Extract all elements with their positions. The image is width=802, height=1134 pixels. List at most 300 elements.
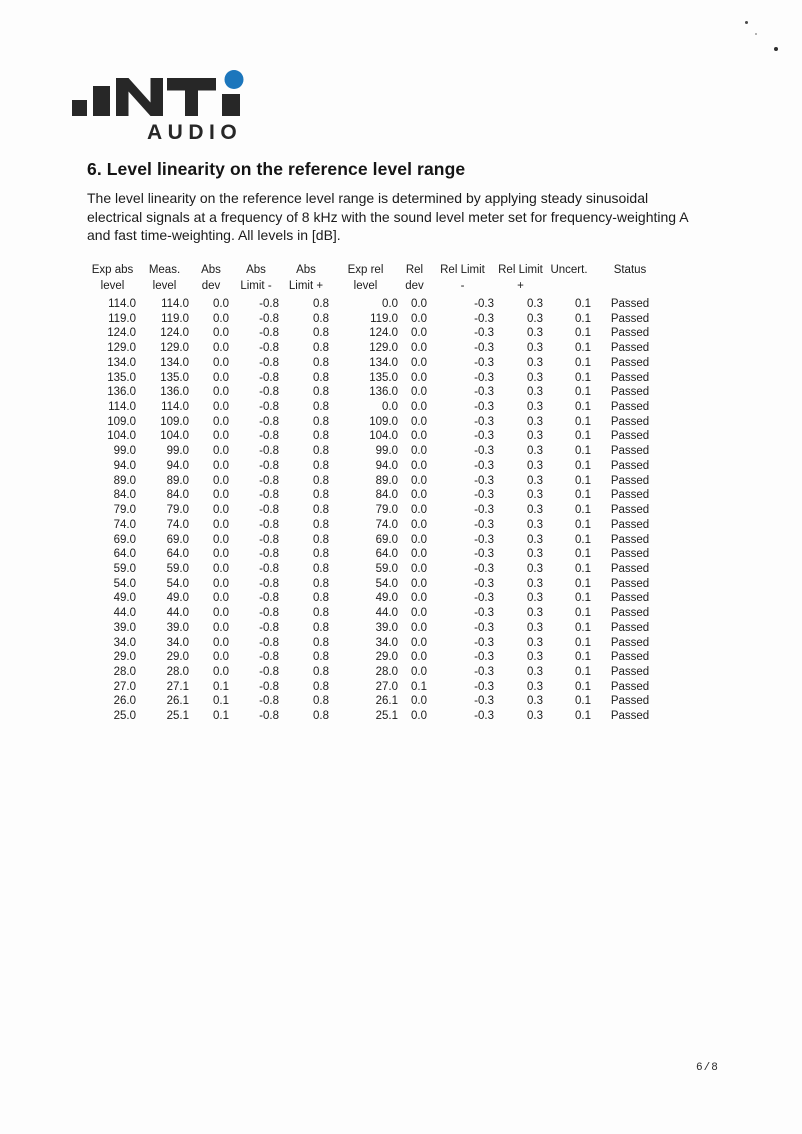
- status-cell: Passed: [610, 415, 650, 428]
- status-cell: Passed: [610, 342, 650, 355]
- table-cell: 0.3: [527, 430, 543, 443]
- table-cell: 0.8: [313, 621, 329, 634]
- table-cell: 136.0: [107, 386, 136, 399]
- table-row: [87, 621, 667, 636]
- table-cell: 34.0: [113, 636, 136, 649]
- table-cell: 0.3: [527, 356, 543, 369]
- table-cell: 114.0: [161, 298, 189, 310]
- table-row: [87, 650, 667, 665]
- table-cell: -0.3: [474, 474, 494, 487]
- table-cell: 39.0: [113, 621, 136, 634]
- table-cell: 0.0: [213, 533, 229, 546]
- status-cell: Passed: [610, 695, 650, 708]
- table-cell: -0.8: [259, 562, 279, 575]
- table-cell: 0.1: [575, 430, 591, 443]
- table-cell: 0.3: [527, 386, 543, 399]
- table-cell: -0.8: [259, 401, 279, 414]
- table-cell: 0.0: [213, 636, 229, 649]
- table-cell: 0.0: [213, 298, 229, 310]
- table-cell: 0.3: [527, 636, 543, 649]
- table-cell: 0.1: [575, 710, 591, 723]
- table-cell: 89.0: [166, 474, 189, 487]
- table-cell: 104.0: [369, 430, 398, 443]
- table-row: [87, 474, 667, 489]
- logo-letter-i-stem: [222, 94, 240, 116]
- table-cell: 0.1: [575, 312, 591, 325]
- table-cell: 94.0: [113, 459, 136, 472]
- paragraph-line: and fast time-weighting. All levels in [dB].: [87, 227, 341, 244]
- table-cell: 0.8: [313, 680, 329, 693]
- status-cell: Passed: [610, 489, 650, 502]
- logo-letter-n: [116, 78, 163, 116]
- col-header-rel-limit-minus: Rel Limit -: [440, 264, 485, 292]
- table-cell: 59.0: [375, 562, 398, 575]
- table-row: [87, 518, 667, 533]
- table-cell: 109.0: [369, 415, 398, 428]
- status-cell: Passed: [610, 665, 650, 678]
- table-cell: 0.0: [411, 445, 427, 458]
- table-cell: -0.8: [259, 342, 279, 355]
- table-cell: 44.0: [375, 607, 398, 620]
- table-cell: 0.1: [575, 636, 591, 649]
- table-cell: 0.0: [213, 562, 229, 575]
- table-cell: 94.0: [375, 459, 398, 472]
- table-cell: 0.3: [527, 371, 543, 384]
- table-cell: 27.1: [166, 680, 189, 693]
- table-cell: -0.8: [259, 665, 279, 678]
- table-cell: 28.0: [166, 665, 189, 678]
- table-cell: 0.1: [575, 548, 591, 561]
- table-cell: 74.0: [375, 518, 398, 531]
- table-cell: 26.0: [113, 695, 136, 708]
- table-cell: 64.0: [166, 548, 189, 561]
- paragraph-line: The level linearity on the reference level range is determined by applying steady sinusoidal: [87, 190, 649, 206]
- table-cell: 64.0: [113, 548, 136, 561]
- status-cell: Passed: [610, 474, 650, 487]
- table-cell: 74.0: [166, 518, 189, 531]
- table-cell: -0.8: [259, 607, 279, 620]
- table-cell: 0.0: [411, 710, 427, 723]
- table-cell: 119.0: [370, 312, 398, 325]
- table-cell: 0.0: [411, 695, 427, 708]
- table-row: [87, 341, 667, 356]
- table-cell: -0.8: [259, 680, 279, 693]
- table-cell: 26.1: [166, 695, 189, 708]
- table-cell: 0.0: [411, 577, 427, 590]
- table-cell: 0.3: [527, 445, 543, 458]
- table-cell: 0.3: [527, 474, 543, 487]
- table-cell: 0.8: [313, 386, 329, 399]
- table-cell: 0.8: [313, 577, 329, 590]
- table-cell: 119.0: [108, 312, 136, 325]
- table-cell: 0.0: [411, 665, 427, 678]
- table-cell: 0.0: [382, 401, 398, 414]
- table-cell: 59.0: [113, 562, 136, 575]
- table-cell: -0.3: [474, 695, 494, 708]
- status-cell: Passed: [610, 607, 650, 620]
- table-cell: 34.0: [166, 636, 189, 649]
- table-cell: 0.8: [313, 651, 329, 664]
- table-cell: 54.0: [166, 577, 189, 590]
- table-cell: 136.0: [160, 386, 189, 399]
- table-cell: -0.8: [259, 651, 279, 664]
- col-header-rel-limit-plus: Rel Limit +: [498, 264, 543, 292]
- table-cell: 0.0: [213, 445, 229, 458]
- table-cell: 0.1: [575, 356, 591, 369]
- table-row: [87, 577, 667, 592]
- table-cell: -0.8: [259, 415, 279, 428]
- table-row: [87, 547, 667, 562]
- table-cell: 89.0: [375, 474, 398, 487]
- table-cell: 0.3: [527, 548, 543, 561]
- table-cell: 0.3: [527, 710, 543, 723]
- table-row: [87, 709, 667, 724]
- table-cell: 74.0: [113, 518, 136, 531]
- table-cell: 0.0: [213, 401, 229, 414]
- table-cell: 0.8: [313, 592, 329, 605]
- table-cell: 0.0: [411, 518, 427, 531]
- table-cell: -0.3: [474, 665, 494, 678]
- status-cell: Passed: [610, 592, 650, 605]
- table-cell: 27.0: [113, 680, 136, 693]
- table-cell: 0.1: [575, 562, 591, 575]
- table-cell: 44.0: [113, 607, 136, 620]
- table-cell: 0.8: [313, 533, 329, 546]
- table-cell: 135.0: [160, 371, 189, 384]
- table-cell: 0.0: [213, 518, 229, 531]
- table-cell: 0.0: [411, 489, 427, 502]
- table-cell: 25.0: [113, 710, 136, 723]
- table-cell: -0.3: [474, 356, 494, 369]
- table-cell: 0.3: [527, 342, 543, 355]
- table-cell: 99.0: [375, 445, 398, 458]
- table-cell: 109.0: [160, 415, 189, 428]
- table-cell: 0.1: [575, 680, 591, 693]
- table-row: [87, 444, 667, 459]
- status-cell: Passed: [610, 651, 650, 664]
- table-cell: 0.3: [527, 489, 543, 502]
- table-cell: 34.0: [375, 636, 398, 649]
- table-cell: 0.8: [313, 371, 329, 384]
- scan-speck: [755, 33, 757, 35]
- table-cell: -0.3: [474, 592, 494, 605]
- table-cell: 0.1: [575, 577, 591, 590]
- table-row: [87, 459, 667, 474]
- table-cell: 0.1: [575, 504, 591, 517]
- table-cell: 0.1: [575, 518, 591, 531]
- status-cell: Passed: [610, 386, 650, 399]
- table-cell: 104.0: [160, 430, 189, 443]
- table-row: [87, 694, 667, 709]
- table-cell: 0.8: [313, 430, 329, 443]
- table-cell: 0.0: [213, 651, 229, 664]
- status-cell: Passed: [610, 548, 650, 561]
- table-cell: 0.1: [575, 651, 591, 664]
- table-cell: 134.0: [107, 356, 136, 369]
- table-cell: 94.0: [166, 459, 189, 472]
- table-cell: 89.0: [113, 474, 136, 487]
- status-cell: Passed: [610, 533, 650, 546]
- table-cell: 69.0: [166, 533, 189, 546]
- table-cell: 0.0: [213, 459, 229, 472]
- table-cell: 0.1: [575, 386, 591, 399]
- table-cell: 0.8: [313, 415, 329, 428]
- table-cell: -0.8: [259, 327, 279, 340]
- status-cell: Passed: [610, 621, 650, 634]
- table-cell: -0.3: [474, 401, 494, 414]
- table-cell: 0.8: [313, 548, 329, 561]
- table-cell: 0.3: [527, 680, 543, 693]
- table-cell: 69.0: [113, 533, 136, 546]
- table-cell: 0.8: [313, 636, 329, 649]
- table-cell: 0.1: [575, 592, 591, 605]
- table-cell: 0.3: [527, 607, 543, 620]
- table-cell: 99.0: [166, 445, 189, 458]
- table-cell: -0.3: [474, 504, 494, 517]
- table-cell: 114.0: [108, 401, 136, 414]
- table-cell: -0.3: [474, 312, 494, 325]
- table-cell: 0.3: [527, 651, 543, 664]
- table-cell: 25.1: [166, 710, 189, 723]
- table-cell: 0.8: [313, 504, 329, 517]
- table-cell: 0.0: [411, 636, 427, 649]
- status-cell: Passed: [610, 636, 650, 649]
- table-cell: 0.1: [575, 415, 591, 428]
- table-cell: 69.0: [375, 533, 398, 546]
- table-cell: 0.8: [313, 327, 329, 340]
- status-cell: Passed: [610, 445, 650, 458]
- table-cell: 0.0: [411, 474, 427, 487]
- table-cell: 99.0: [113, 445, 136, 458]
- table-cell: 49.0: [375, 592, 398, 605]
- table-cell: 0.8: [313, 562, 329, 575]
- table-cell: 39.0: [166, 621, 189, 634]
- table-cell: 0.0: [213, 548, 229, 561]
- table-cell: 0.3: [527, 695, 543, 708]
- table-cell: -0.3: [474, 607, 494, 620]
- table-cell: -0.3: [474, 577, 494, 590]
- table-cell: -0.3: [474, 562, 494, 575]
- table-cell: 0.3: [527, 621, 543, 634]
- table-cell: 0.1: [575, 371, 591, 384]
- table-row: [87, 400, 667, 415]
- table-cell: -0.3: [474, 680, 494, 693]
- status-cell: Passed: [610, 577, 650, 590]
- table-cell: 0.1: [575, 665, 591, 678]
- table-cell: -0.3: [474, 386, 494, 399]
- table-row: [87, 429, 667, 444]
- table-cell: 0.8: [313, 489, 329, 502]
- table-cell: 114.0: [161, 401, 189, 414]
- table-cell: -0.8: [259, 518, 279, 531]
- table-cell: 124.0: [160, 327, 189, 340]
- table-cell: -0.8: [259, 371, 279, 384]
- table-cell: -0.3: [474, 489, 494, 502]
- table-cell: 79.0: [166, 504, 189, 517]
- table-cell: 0.8: [313, 665, 329, 678]
- table-cell: 0.1: [575, 445, 591, 458]
- status-cell: Passed: [610, 518, 650, 531]
- table-cell: -0.8: [259, 386, 279, 399]
- table-cell: 0.0: [213, 504, 229, 517]
- table-row: [87, 562, 667, 577]
- table-cell: 134.0: [160, 356, 189, 369]
- table-cell: 0.0: [213, 474, 229, 487]
- table-cell: 0.0: [411, 459, 427, 472]
- logo-letter-t: [167, 78, 216, 116]
- nti-audio-logo: [68, 64, 253, 149]
- table-row: [87, 312, 667, 327]
- status-cell: Passed: [610, 371, 650, 384]
- table-cell: 59.0: [166, 562, 189, 575]
- table-cell: -0.3: [474, 621, 494, 634]
- table-cell: 0.1: [575, 474, 591, 487]
- table-cell: 0.1: [213, 680, 229, 693]
- status-cell: Passed: [610, 430, 650, 443]
- table-cell: 0.8: [313, 695, 329, 708]
- table-cell: 0.0: [411, 415, 427, 428]
- table-cell: 0.0: [411, 298, 427, 310]
- table-cell: 0.0: [411, 327, 427, 340]
- table-cell: 0.0: [411, 401, 427, 414]
- table-cell: 0.0: [213, 607, 229, 620]
- table-cell: 0.3: [527, 327, 543, 340]
- table-cell: 0.1: [575, 695, 591, 708]
- table-cell: 135.0: [369, 371, 398, 384]
- table-cell: 29.0: [166, 651, 189, 664]
- table-cell: 0.0: [411, 651, 427, 664]
- table-cell: 29.0: [113, 651, 136, 664]
- table-cell: 49.0: [166, 592, 189, 605]
- table-cell: 0.3: [527, 665, 543, 678]
- table-cell: 84.0: [166, 489, 189, 502]
- table-cell: 0.3: [527, 562, 543, 575]
- table-cell: 79.0: [375, 504, 398, 517]
- table-cell: -0.8: [259, 548, 279, 561]
- table-cell: -0.8: [259, 577, 279, 590]
- status-cell: Passed: [610, 298, 650, 310]
- logo-bar-tall: [93, 86, 110, 116]
- table-cell: -0.8: [259, 636, 279, 649]
- table-cell: 0.1: [575, 342, 591, 355]
- table-cell: -0.3: [474, 533, 494, 546]
- table-cell: 0.0: [213, 592, 229, 605]
- table-cell: 0.0: [411, 356, 427, 369]
- table-row: [87, 503, 667, 518]
- table-cell: 0.8: [313, 459, 329, 472]
- table-cell: 0.1: [575, 327, 591, 340]
- table-cell: -0.3: [474, 459, 494, 472]
- table-cell: 0.0: [213, 430, 229, 443]
- table-cell: 0.0: [411, 621, 427, 634]
- table-cell: 0.3: [527, 533, 543, 546]
- table-cell: 0.0: [213, 665, 229, 678]
- table-header: [87, 263, 667, 297]
- page-number: 6/8: [696, 1062, 719, 1074]
- table-cell: 0.0: [411, 548, 427, 561]
- table-cell: 84.0: [113, 489, 136, 502]
- table-cell: -0.3: [474, 636, 494, 649]
- table-cell: 0.8: [313, 356, 329, 369]
- col-header-abs-limit-minus: Abs Limit -: [240, 264, 272, 292]
- table-cell: -0.8: [259, 445, 279, 458]
- table-cell: 25.1: [375, 710, 398, 723]
- table-row: [87, 488, 667, 503]
- status-cell: Passed: [610, 312, 650, 325]
- table-cell: 129.0: [107, 342, 136, 355]
- scan-speck: [774, 47, 778, 51]
- table-cell: 54.0: [113, 577, 136, 590]
- status-cell: Passed: [610, 562, 650, 575]
- table-cell: 0.8: [313, 401, 329, 414]
- table-row: [87, 385, 667, 400]
- table-cell: 0.1: [213, 710, 229, 723]
- table-cell: -0.8: [259, 695, 279, 708]
- table-cell: 0.0: [213, 577, 229, 590]
- table-row: [87, 606, 667, 621]
- table-cell: -0.8: [259, 710, 279, 723]
- table-cell: -0.3: [474, 651, 494, 664]
- table-cell: 0.0: [411, 607, 427, 620]
- table-cell: 0.0: [213, 621, 229, 634]
- col-header-status: Status: [613, 264, 647, 276]
- table-cell: 0.1: [575, 533, 591, 546]
- table-cell: 0.0: [411, 342, 427, 355]
- table-cell: 0.0: [213, 342, 229, 355]
- table-cell: 124.0: [369, 327, 398, 340]
- col-header-rel-dev: Rel dev: [405, 264, 424, 292]
- table-cell: 29.0: [375, 651, 398, 664]
- col-header-exp-abs-level: Exp abs level: [91, 264, 134, 292]
- table-cell: 0.3: [527, 298, 543, 310]
- table-row: [87, 591, 667, 606]
- table-cell: 104.0: [107, 430, 136, 443]
- table-cell: 0.8: [313, 518, 329, 531]
- table-cell: 79.0: [113, 504, 136, 517]
- table-cell: -0.3: [474, 298, 494, 310]
- table-cell: -0.8: [259, 312, 279, 325]
- table-cell: 0.1: [213, 695, 229, 708]
- table-cell: 27.0: [375, 680, 398, 693]
- table-row: [87, 356, 667, 371]
- col-header-abs-dev: Abs dev: [201, 264, 221, 292]
- scan-speck: [745, 21, 748, 24]
- table-cell: 0.1: [575, 401, 591, 414]
- table-cell: -0.3: [474, 342, 494, 355]
- table-cell: 0.0: [411, 386, 427, 399]
- table-cell: 64.0: [375, 548, 398, 561]
- table-row: [87, 371, 667, 386]
- paragraph-line: electrical signals at a frequency of 8 kHz with the sound level meter set for frequency-weighting A: [87, 208, 689, 225]
- table-cell: 26.1: [375, 695, 398, 708]
- table-cell: -0.8: [259, 474, 279, 487]
- table-cell: 54.0: [375, 577, 398, 590]
- table-cell: 0.3: [527, 415, 543, 428]
- table-cell: 0.3: [527, 577, 543, 590]
- status-cell: Passed: [610, 356, 650, 369]
- table-cell: 0.1: [575, 489, 591, 502]
- table-cell: -0.8: [259, 592, 279, 605]
- col-header-meas-level: Meas. level: [148, 264, 181, 292]
- logo-subtitle: AUDIO: [147, 121, 243, 144]
- table-cell: 0.3: [527, 401, 543, 414]
- table-cell: 0.8: [313, 312, 329, 325]
- table-cell: -0.8: [259, 298, 279, 310]
- table-cell: 114.0: [108, 298, 136, 310]
- table-cell: -0.8: [259, 459, 279, 472]
- table-cell: 0.8: [313, 342, 329, 355]
- table-row: [87, 680, 667, 695]
